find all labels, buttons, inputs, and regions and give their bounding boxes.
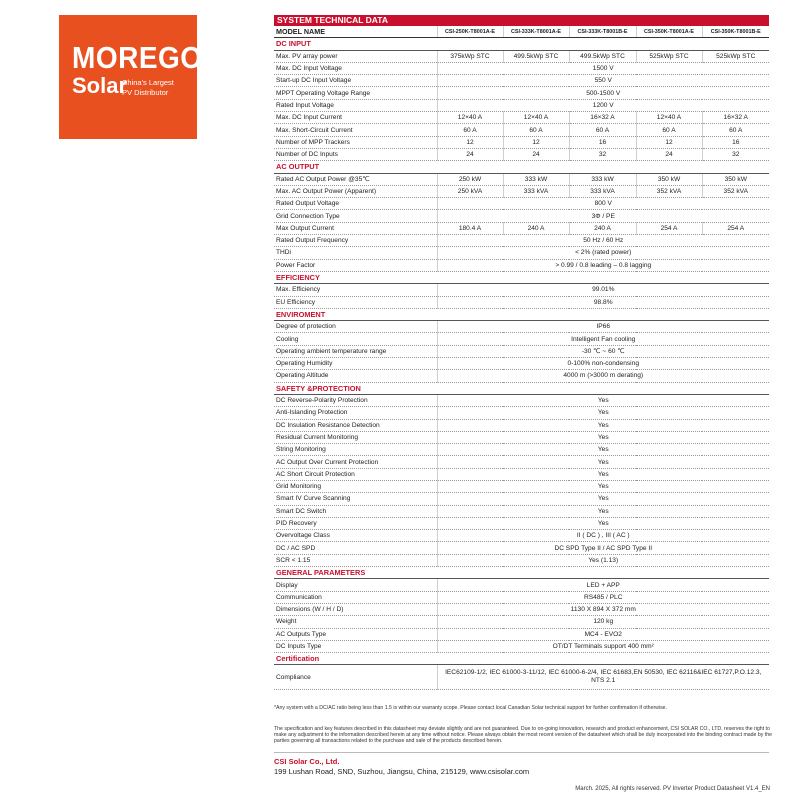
spec-row <box>274 530 769 542</box>
spec-value: II ( DC ) , III ( AC ) <box>437 530 769 542</box>
spec-label: Weight <box>274 616 437 628</box>
section-header-row <box>274 653 769 665</box>
spec-value: 333 kW <box>503 173 569 185</box>
spec-value: Yes <box>437 493 769 505</box>
spec-value: LED + APP <box>437 579 769 591</box>
spec-row <box>274 542 769 554</box>
spec-label: EU Efficiency <box>274 296 437 308</box>
spec-row <box>274 136 769 148</box>
spec-value: 60 A <box>702 124 769 136</box>
spec-value: 16×32 A <box>702 112 769 124</box>
spec-row <box>274 554 769 566</box>
spec-row <box>274 112 769 124</box>
spec-value: RS485 / PLC <box>437 591 769 603</box>
spec-value: 250 kW <box>437 173 503 185</box>
spec-row <box>274 505 769 517</box>
spec-label: Max. Short-Circuit Current <box>274 124 437 136</box>
spec-label: Max Output Current <box>274 222 437 234</box>
spec-value: 12×40 A <box>437 112 503 124</box>
spec-row <box>274 468 769 480</box>
spec-value: 12 <box>636 136 702 148</box>
spec-value: 60 A <box>636 124 702 136</box>
spec-value: 12 <box>437 136 503 148</box>
spec-label: Number of DC Inputs <box>274 148 437 160</box>
spec-value: 499.5kWp STC <box>503 50 569 62</box>
spec-row <box>274 407 769 419</box>
spec-value: 16 <box>569 136 636 148</box>
spec-value: MC4 - EVO2 <box>437 628 769 640</box>
spec-label: MPPT Operating Voltage Range <box>274 87 437 99</box>
spec-label: Dimensions (W / H / D) <box>274 603 437 615</box>
spec-value: 500-1500 V <box>437 87 769 99</box>
spec-label: Max. DC Input Voltage <box>274 62 437 74</box>
spec-value: Yes <box>437 480 769 492</box>
spec-row <box>274 591 769 603</box>
spec-row <box>274 640 769 652</box>
spec-value: Yes <box>437 468 769 480</box>
spec-row <box>274 259 769 271</box>
spec-label: DC Insulation Resistance Detection <box>274 419 437 431</box>
section-title: ENVIROMENT <box>274 308 769 320</box>
spec-value: 120 kg <box>437 616 769 628</box>
spec-label: PID Recovery <box>274 517 437 529</box>
spec-table-body <box>274 26 769 690</box>
spec-row <box>274 124 769 136</box>
spec-value: 254 A <box>636 222 702 234</box>
document-version: March. 2025, All rights reserved. PV Inverter Product Datasheet V1.4_EN <box>575 786 770 792</box>
model-name: CSI-333K-T8001B-E <box>569 26 636 38</box>
spec-row <box>274 431 769 443</box>
footer-divider <box>274 752 769 753</box>
disclaimer-footnote: The specification and key features described in this datasheet may deviate slightly and are not guaranteed. Due to on-going innovation, research and product enhancement, CSI SOLAR CO., LTD. reserves the right to make any adjustment to the information described herein at any time without notice. Please always obtain the most recent version of the datasheet which shall be duly incorporated into the binding contract made by the parties governing all transactions related to the purchase and sale of the products described herein. <box>274 726 772 745</box>
spec-value: 240 A <box>503 222 569 234</box>
spec-value: IEC62109-1/2, IEC 61000-3-11/12, IEC 61000-6-2/4, IEC 61683,EN 50530, IEC 62116&IEC 61727,P.O.12.3, NTS 2.1 <box>437 665 769 690</box>
logo-solar-text: Solar <box>72 73 128 98</box>
spec-value: Yes <box>437 505 769 517</box>
spec-row <box>274 628 769 640</box>
company-name: CSI Solar Co., Ltd. <box>274 757 340 766</box>
spec-label: Power Factor <box>274 259 437 271</box>
spec-value: 4000 m (>3000 m derating) <box>437 370 769 382</box>
spec-value: -30 ℃ ~ 60 ℃ <box>437 345 769 357</box>
spec-row <box>274 603 769 615</box>
spec-value: 1500 V <box>437 62 769 74</box>
spec-label: Cooling <box>274 333 437 345</box>
model-header-row <box>274 26 769 38</box>
spec-label: Max. AC Output Power (Apparent) <box>274 185 437 197</box>
spec-value: 24 <box>636 148 702 160</box>
model-name: CSI-350K-T8001A-E <box>636 26 702 38</box>
spec-value: 60 A <box>569 124 636 136</box>
model-label: MODEL NAME <box>274 26 437 38</box>
spec-value: 333 kW <box>569 173 636 185</box>
spec-row <box>274 493 769 505</box>
spec-value: 525kWp STC <box>636 50 702 62</box>
spec-label: Display <box>274 579 437 591</box>
spec-row <box>274 345 769 357</box>
spec-value: 98.8% <box>437 296 769 308</box>
spec-label: AC Output Over Current Protection <box>274 456 437 468</box>
spec-value: 240 A <box>569 222 636 234</box>
spec-row <box>274 173 769 185</box>
spec-label: Operating Humidity <box>274 358 437 370</box>
spec-label: Residual Current Monitoring <box>274 431 437 443</box>
spec-value: 16 <box>702 136 769 148</box>
spec-row <box>274 321 769 333</box>
spec-value: Yes <box>437 456 769 468</box>
spec-value: OT/DT Terminals support 400 mm² <box>437 640 769 652</box>
spec-value: 550 V <box>437 75 769 87</box>
section-header-row <box>274 382 769 394</box>
spec-label: AC Outputs Type <box>274 628 437 640</box>
spec-label: Compliance <box>274 665 437 690</box>
spec-label: String Monitoring <box>274 444 437 456</box>
spec-value: 350 kW <box>702 173 769 185</box>
spec-value: Intelligent Fan cooling <box>437 333 769 345</box>
spec-value: 32 <box>569 148 636 160</box>
technical-data-sheet <box>274 15 769 690</box>
sheet-title: SYSTEM TECHNICAL DATA <box>274 15 769 26</box>
spec-value: 525kWp STC <box>702 50 769 62</box>
spec-value: 352 kVA <box>636 185 702 197</box>
spec-row <box>274 296 769 308</box>
spec-value: 50 Hz / 60 Hz <box>437 235 769 247</box>
spec-row <box>274 75 769 87</box>
section-title: AC OUTPUT <box>274 161 769 173</box>
spec-row <box>274 87 769 99</box>
spec-row <box>274 358 769 370</box>
spec-value: 375kWp STC <box>437 50 503 62</box>
spec-value: 180.4 A <box>437 222 503 234</box>
spec-value: 60 A <box>503 124 569 136</box>
spec-value: 16×32 A <box>569 112 636 124</box>
spec-label: Smart DC Switch <box>274 505 437 517</box>
spec-value: DC SPD Type II / AC SPD Type II <box>437 542 769 554</box>
warranty-footnote: *Any system with a DC/AC ratio being less than 1.5 is within our warranty scope. Please contact local Canadian Solar technical support for further confirmation if otherwise. <box>274 705 667 711</box>
section-title: EFFICIENCY <box>274 271 769 283</box>
company-address: 199 Lushan Road, SND, Suzhou, Jiangsu, China, 215129, www.csisolar.com <box>274 767 530 776</box>
spec-label: SCR < 1.15 <box>274 554 437 566</box>
spec-label: Start-up DC Input Voltage <box>274 75 437 87</box>
spec-label: Number of MPP Trackers <box>274 136 437 148</box>
spec-label: Rated Output Voltage <box>274 198 437 210</box>
spec-value: 12×40 A <box>636 112 702 124</box>
spec-label: Grid Monitoring <box>274 480 437 492</box>
spec-label: Degree of protection <box>274 321 437 333</box>
spec-row <box>274 419 769 431</box>
spec-row <box>274 517 769 529</box>
section-title: DC INPUT <box>274 38 769 50</box>
spec-value: IP66 <box>437 321 769 333</box>
section-header-row <box>274 567 769 579</box>
spec-row <box>274 210 769 222</box>
spec-value: Yes (1.13) <box>437 554 769 566</box>
spec-label: DC Inputs Type <box>274 640 437 652</box>
spec-label: Communication <box>274 591 437 603</box>
spec-row <box>274 198 769 210</box>
spec-row <box>274 579 769 591</box>
spec-value: 800 V <box>437 198 769 210</box>
spec-value: Yes <box>437 407 769 419</box>
spec-value: Yes <box>437 517 769 529</box>
spec-row <box>274 50 769 62</box>
section-header-row <box>274 271 769 283</box>
logo-main-text: MOREGO <box>72 40 203 75</box>
spec-label: Rated AC Output Power @35℃ <box>274 173 437 185</box>
spec-label: AC Short Circuit Protection <box>274 468 437 480</box>
spec-label: Rated Output Frequency <box>274 235 437 247</box>
spec-row <box>274 665 769 690</box>
spec-value: > 0.99 / 0.8 leading – 0.8 lagging <box>437 259 769 271</box>
spec-value: 1200 V <box>437 99 769 111</box>
spec-label: Anti-Islanding Protection <box>274 407 437 419</box>
spec-label: Max. DC Input Current <box>274 112 437 124</box>
spec-value: 24 <box>503 148 569 160</box>
spec-row <box>274 370 769 382</box>
spec-row <box>274 99 769 111</box>
spec-row <box>274 480 769 492</box>
spec-row <box>274 247 769 259</box>
spec-value: < 2% (rated power) <box>437 247 769 259</box>
spec-label: Operating ambient temperature range <box>274 345 437 357</box>
spec-value: Yes <box>437 419 769 431</box>
spec-value: 24 <box>437 148 503 160</box>
spec-row <box>274 284 769 296</box>
spec-row <box>274 616 769 628</box>
spec-row <box>274 333 769 345</box>
section-header-row <box>274 308 769 320</box>
spec-row <box>274 148 769 160</box>
spec-label: Grid Connection Type <box>274 210 437 222</box>
spec-value: Yes <box>437 431 769 443</box>
spec-label: DC / AC SPD <box>274 542 437 554</box>
spec-row <box>274 185 769 197</box>
morego-solar-logo <box>59 15 203 139</box>
spec-label: Rated Input Voltage <box>274 99 437 111</box>
spec-row <box>274 444 769 456</box>
spec-row <box>274 235 769 247</box>
spec-value: 333 kVA <box>569 185 636 197</box>
spec-value: 32 <box>702 148 769 160</box>
spec-row <box>274 394 769 406</box>
section-header-row <box>274 161 769 173</box>
spec-value: 12×40 A <box>503 112 569 124</box>
spec-label: Overvoltage Class <box>274 530 437 542</box>
logo-tagline-1: China's Largest <box>122 78 174 87</box>
spec-table <box>274 26 769 690</box>
spec-value: 99.01% <box>437 284 769 296</box>
spec-label: DC Reverse-Polarity Protection <box>274 394 437 406</box>
spec-value: 3Φ / PE <box>437 210 769 222</box>
spec-value: 12 <box>503 136 569 148</box>
model-name: CSI-333K-T8001A-E <box>503 26 569 38</box>
section-header-row <box>274 38 769 50</box>
spec-value: 254 A <box>702 222 769 234</box>
spec-label: THDi <box>274 247 437 259</box>
spec-label: Smart IV Curve Scanning <box>274 493 437 505</box>
model-name: CSI-250K-T8001A-E <box>437 26 503 38</box>
spec-value: 60 A <box>437 124 503 136</box>
spec-row <box>274 62 769 74</box>
spec-value: 350 kW <box>636 173 702 185</box>
section-title: GENERAL PARAMETERS <box>274 567 769 579</box>
section-title: SAFETY &PROTECTION <box>274 382 769 394</box>
section-title: Certification <box>274 653 769 665</box>
spec-value: Yes <box>437 394 769 406</box>
model-name: CSI-350K-T8001B-E <box>702 26 769 38</box>
spec-value: 499.5kWp STC <box>569 50 636 62</box>
spec-label: Operating Altitude <box>274 370 437 382</box>
spec-label: Max. Efficiency <box>274 284 437 296</box>
spec-value: 1130 X 894 X 372 mm <box>437 603 769 615</box>
spec-value: 250 kVA <box>437 185 503 197</box>
spec-row <box>274 222 769 234</box>
spec-value: 333 kVA <box>503 185 569 197</box>
logo-tagline-2: PV Distributor <box>122 88 169 97</box>
spec-value: 0-100% non-condensing <box>437 358 769 370</box>
spec-value: Yes <box>437 444 769 456</box>
spec-label: Max. PV array power <box>274 50 437 62</box>
spec-row <box>274 456 769 468</box>
spec-value: 352 kVA <box>702 185 769 197</box>
